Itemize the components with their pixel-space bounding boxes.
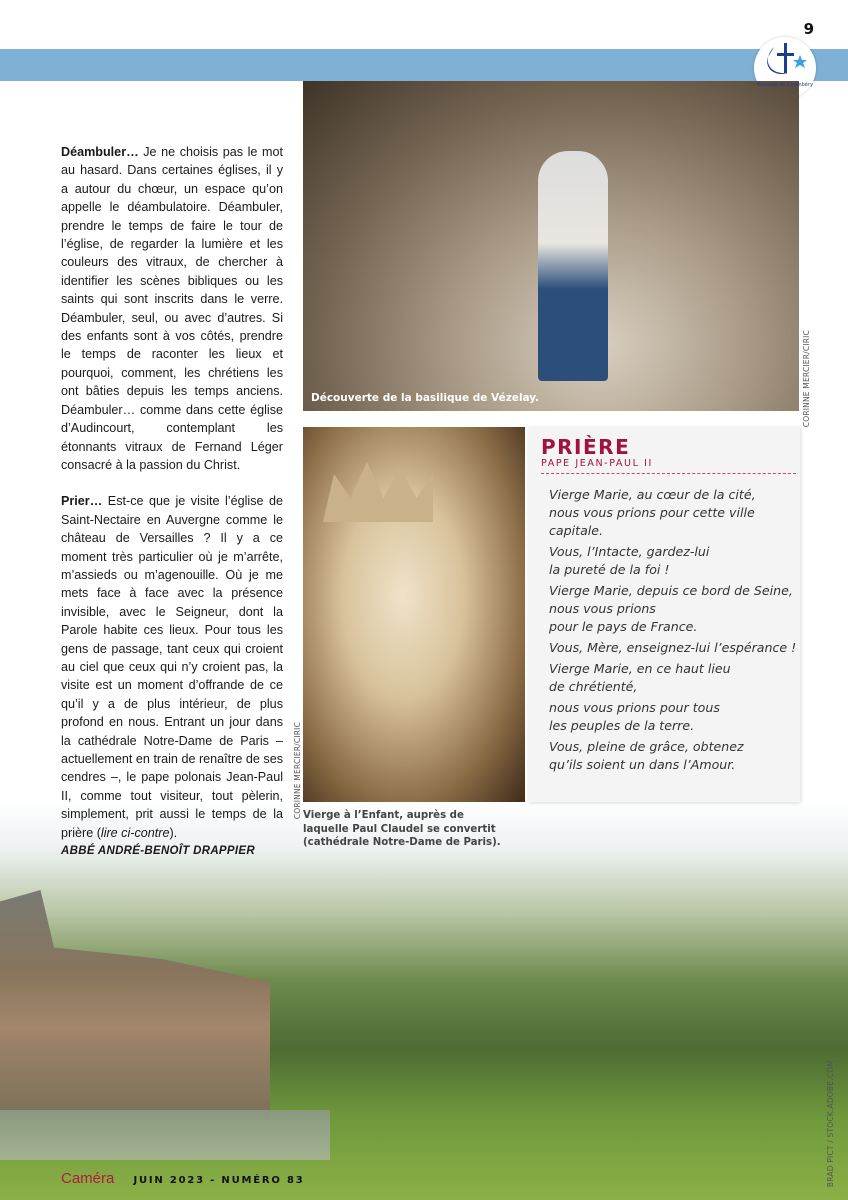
verse: Vierge Marie, au cœur de la cité, nous vous prions pour cette ville capitale. <box>549 487 756 538</box>
visitor-figure <box>538 151 608 381</box>
logo-text: Paroisse de Chambéry <box>757 82 813 88</box>
crown <box>323 462 433 522</box>
cross-star-logo-icon <box>754 37 816 79</box>
prayer-author: PAPE JEAN-PAUL II <box>541 458 653 469</box>
top-banner <box>0 49 848 81</box>
cross-reference: lire ci-contre <box>100 825 170 840</box>
dashed-divider <box>541 473 796 474</box>
article-body <box>61 143 283 860</box>
prayer-verses <box>549 486 797 777</box>
lead-word: Prier… <box>61 494 103 509</box>
verse: Vous, Mère, enseignez-lui l’espérance ! <box>549 640 797 655</box>
page-number: 9 <box>803 20 814 38</box>
paragraph-deambuler <box>61 143 283 474</box>
photo-credit-background: BRAD PICT / STOCK.ADOBE.COM <box>826 1060 835 1188</box>
footer <box>61 1168 304 1187</box>
verse: Vous, pleine de grâce, obtenez qu’ils soient un dans l’Amour. <box>549 739 744 772</box>
paragraph-text: Je ne choisis pas le mot au hasard. Dans certaines églises, il y a autour du chœur, un espace qu’on appelle le déambulatoire. Déambuler, prendre le temps de faire le tour de l’église, de regarder la lumière et les couleurs des vitraux, de chercher à identifier les scènes bibliques ou les saints qui sont inscrits dans le verre. Déambuler, seul, ou avec d’autres. Si des enfants sont à vos côtés, prendre le temps de raconter les lieux et pourquoi, comment, les chrétiens les ont bâties depuis les temps anciens. Déambuler… comme dans cette église d’Audincourt, contemplant les étonnants vitraux de Fernand Léger consacré à la passion du Christ. <box>61 145 283 472</box>
vezelay-photo <box>303 81 799 411</box>
prayer-box <box>528 427 800 802</box>
verse: Vierge Marie, depuis ce bord de Seine, nous vous prions pour le pays de France. <box>549 583 793 634</box>
paragraph-prier <box>61 492 283 842</box>
river <box>0 1110 330 1160</box>
photo2-credit: CORINNE MERCIER/CIRIC <box>293 722 302 820</box>
verse: nous vous prions pour tous les peuples de la terre. <box>549 700 720 733</box>
author-signature: ABBÉ ANDRÉ-BENOÎT DRAPPIER <box>61 845 255 858</box>
photo2-caption: Vierge à l’Enfant, auprès de laquelle Paul Claudel se convertit (cathédrale Notre-Dame de Paris). <box>303 810 501 848</box>
verse: Vous, l’Intacte, gardez-lui la pureté de la foi ! <box>549 544 710 577</box>
paragraph-text: Est-ce que je visite l’église de Saint-Nectaire en Auvergne comme le château de Versailles ? Il y a ce moment très particulier où je m’arrête, m’assieds ou m’agenouille. Où je me mets face à face avec la présence invisible, avec le Seigneur, dont la Parole habite ces lieux. Pour tous les gens de passage, tant ceux qui croient au ciel que ceux qui n’y croient pas, la visite est un moment d’offrande de ce qu’il y a de plus intérieur, de plus profond en nous. Entrant un jour dans la cathédrale Notre-Dame de Paris – actuellement en train de renaître de ses cendres –, le pape polonais Jean-Paul II, comme tout visiteur, tout pèlerin, simplement, prit aussi le temps de la prière ( <box>61 494 283 840</box>
prayer-title: PRIÈRE <box>541 435 631 459</box>
magazine-brand: Caméra <box>61 1170 115 1187</box>
verse: Vierge Marie, en ce haut lieu de chrétienté, <box>549 661 731 694</box>
photo1-caption: Découverte de la basilique de Vézelay. <box>311 392 540 404</box>
virgin-statue-photo <box>303 427 525 802</box>
photo1-credit: CORINNE MERCIER/CIRIC <box>802 330 811 428</box>
paragraph-tail: ). <box>169 825 178 840</box>
lead-word: Déambuler… <box>61 145 139 159</box>
issue-info: JUIN 2023 - NUMÉRO 83 <box>133 1175 305 1186</box>
